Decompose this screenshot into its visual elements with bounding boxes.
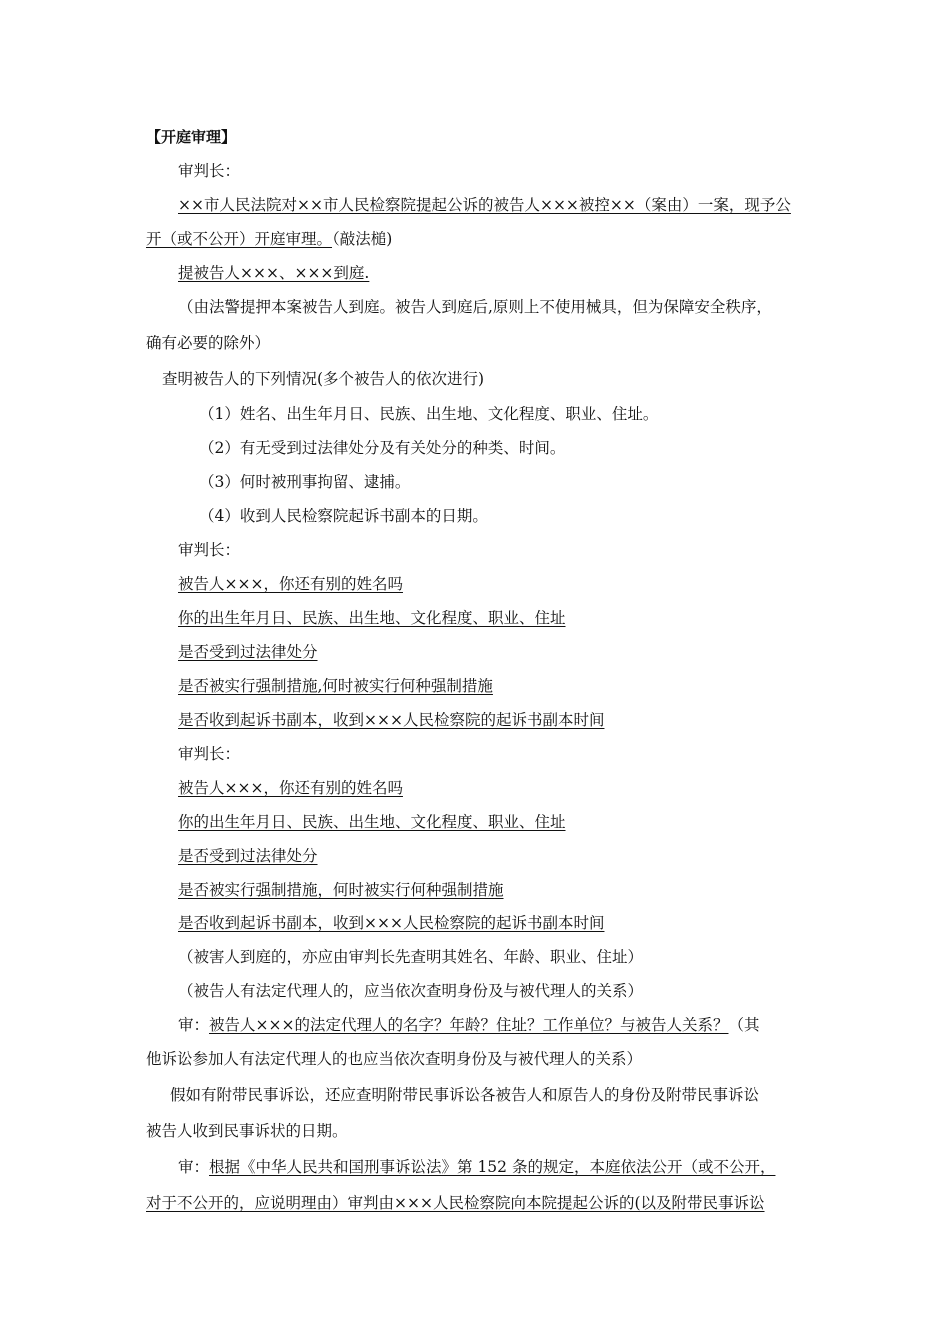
bailiff-note-line: （由法警提押本案被告人到庭。被告人到庭后,原则上不使用械具，但为保障安全秩序， [178, 298, 772, 316]
plain-text: （其 [728, 1016, 760, 1034]
question-line: 是否被实行强制措施，何时被实行何种强制措施 [178, 881, 504, 899]
agent-inquiry-line: 他诉讼参加人有法定代理人的也应当依次查明身份及与被代理人的关系） [146, 1050, 643, 1068]
question-line: 是否受到过法律处分 [178, 847, 318, 865]
underlined-text: 根据《中华人民共和国刑事诉讼法》第 152 条的规定，本庭依法公开（或不公开， [209, 1158, 776, 1176]
plain-text: 审： [178, 1016, 210, 1034]
check-item: （4）收到人民检察院起诉书副本的日期。 [199, 507, 488, 525]
law-citation-line [178, 1157, 775, 1177]
plain-text: 审： [178, 1158, 210, 1176]
question-line: 是否被实行强制措施,何时被实行何种强制措施 [178, 677, 493, 695]
summon-defendant-line: 提被告人×××、×××到庭. [178, 264, 370, 282]
question-line: 你的出生年月日、民族、出生地、文化程度、职业、住址 [178, 813, 566, 831]
underlined-text: 被告人×××的法定代理人的名字？年龄？住址？工作单位？与被告人关系？ [209, 1016, 729, 1034]
speaker-label: 审判长： [178, 541, 241, 559]
civil-suit-line: 假如有附带民事诉讼，还应查明附带民事诉讼各被告人和原告人的身份及附带民事诉讼 [170, 1086, 760, 1104]
question-line: 你的出生年月日、民族、出生地、文化程度、职业、住址 [178, 609, 566, 627]
civil-suit-line: 被告人收到民事诉状的日期。 [146, 1122, 348, 1140]
bailiff-note-line: 确有必要的除外） [146, 334, 271, 352]
opening-statement-line [146, 229, 392, 249]
question-line: 是否收到起诉书副本，收到×××人民检察院的起诉书副本时间 [178, 711, 605, 729]
opening-statement-line: ××市人民法院对××市人民检察院提起公诉的被告人×××被控××（案由）一案，现予公 [178, 196, 791, 214]
section-heading: 【开庭审理】 [146, 128, 237, 146]
question-line: 被告人×××，你还有别的姓名吗 [178, 779, 403, 797]
question-line: 是否收到起诉书副本，收到×××人民检察院的起诉书副本时间 [178, 914, 605, 932]
check-item: （2）有无受到过法律处分及有关处分的种类、时间。 [199, 439, 566, 457]
check-item: （3）何时被刑事拘留、逮捕。 [199, 473, 411, 491]
check-intro: 查明被告人的下列情况(多个被告人的依次进行) [162, 370, 485, 388]
underlined-text: 开（或不公开）开庭审理。 [146, 230, 333, 248]
speaker-label: 审判长： [178, 162, 241, 180]
speaker-label: 审判长： [178, 745, 241, 763]
note-line: （被害人到庭的，亦应由审判长先查明其姓名、年龄、职业、住址） [178, 948, 644, 966]
check-item: （1）姓名、出生年月日、民族、出生地、文化程度、职业、住址。 [199, 405, 659, 423]
law-citation-line: 对于不公开的，应说明理由）审判由×××人民检察院向本院提起公诉的(以及附带民事诉讼 [146, 1194, 765, 1212]
agent-inquiry-line [178, 1015, 760, 1035]
plain-text: （敲法槌) [332, 230, 393, 248]
question-line: 被告人×××，你还有别的姓名吗 [178, 575, 403, 593]
note-line: （被告人有法定代理人的，应当依次查明身份及与被代理人的关系） [178, 982, 644, 1000]
question-line: 是否受到过法律处分 [178, 643, 318, 661]
